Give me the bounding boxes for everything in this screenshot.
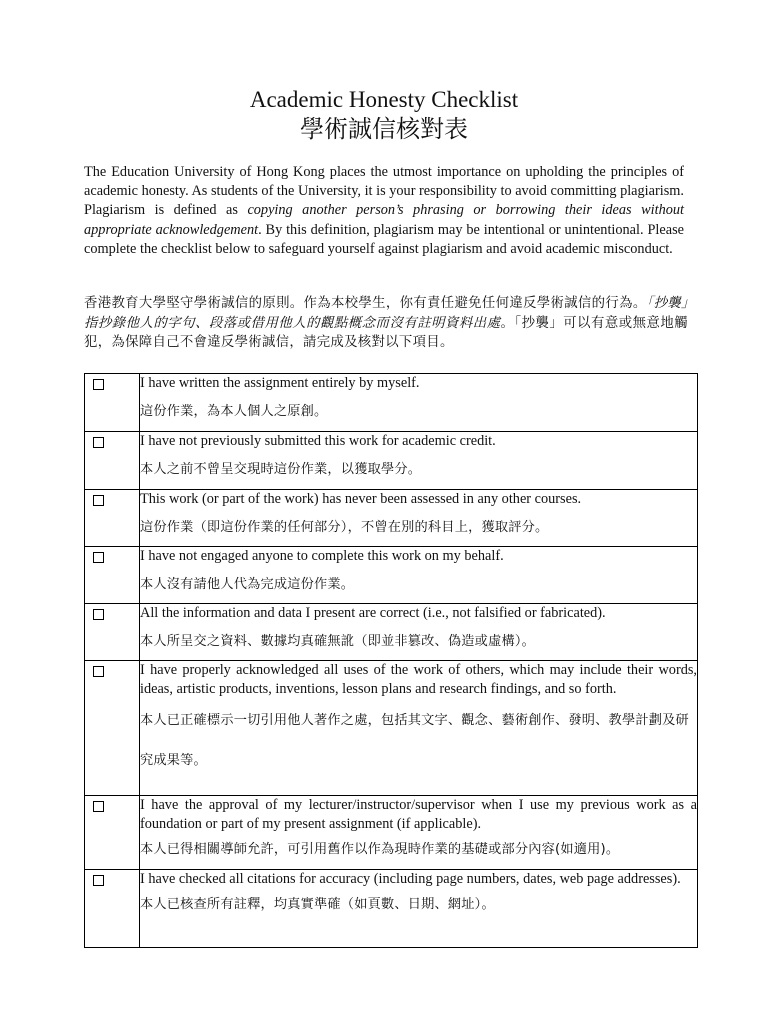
checkbox-acknowledged-others[interactable] — [93, 666, 104, 677]
checkbox-no-one-engaged[interactable] — [93, 552, 104, 563]
plagiarism-definition-en: copying another person’s phrasing or borrowing their ideas without appropriate acknowledgement — [84, 202, 684, 238]
checkbox-written-myself[interactable] — [93, 379, 104, 390]
checklist-row — [85, 870, 698, 948]
page-title-english: Academic Honesty Checklist — [249, 87, 519, 112]
checkbox-not-assessed-elsewhere[interactable] — [93, 495, 104, 506]
intro-paragraph-english — [84, 163, 684, 259]
intro-text-en-2: . By this definition, plagiarism may be intentional or unintentional. Please complete the checklist below to safeguard yourself against plagiarism and avoid academic misconduct. — [84, 221, 684, 257]
checklist-item-en: I have written the assignment entirely by myself. — [140, 375, 420, 391]
checklist-table — [84, 373, 698, 948]
checklist-row — [85, 604, 698, 661]
checklist-item-zh: 本人已核查所有註釋，均真實準確（如頁數、日期、網址）。 — [140, 896, 495, 912]
checklist-item-zh: 本人沒有請他人代為完成這份作業。 — [140, 576, 355, 592]
intro-paragraph-chinese — [84, 294, 688, 353]
intro-text-en-1: The Education University of Hong Kong places the utmost importance on upholding the principles of academic honesty. As students of the University, it is your responsibility to avoid committing plagiarism. Plagiarism is defined as — [84, 164, 684, 219]
checklist-item-en: I have properly acknowledged all uses of the work of others, which may include their words, ideas, artistic products, inventions, lesson plans and research findings, and so forth. — [140, 662, 697, 697]
checklist-item-zh: 本人已正確標示一切引用他人著作之處，包括其文字、觀念、藝術創作、發明、教學計劃及研究成果等。 — [140, 712, 689, 768]
checklist-row — [85, 432, 698, 490]
checkbox-citations-checked[interactable] — [93, 875, 104, 886]
checklist-item-zh: 這份作業，為本人個人之原創。 — [140, 403, 328, 419]
checklist-row — [85, 374, 698, 432]
intro-text-zh-2: 。「抄襲」可以有意或無意地觸犯，為保障自己不會違反學術誠信，請完成及核對以下項目。 — [84, 315, 688, 350]
checklist-item-en: I have checked all citations for accuracy (including page numbers, dates, web page addresses). — [140, 871, 681, 887]
checklist-item-zh: 本人所呈交之資料、數據均真確無訛（即並非篡改、偽造或虛構）。 — [140, 633, 536, 649]
checklist-row — [85, 661, 698, 796]
checklist-row — [85, 547, 698, 604]
checklist-item-en: I have not previously submitted this work for academic credit. — [140, 433, 496, 449]
checklist-item-en: All the information and data I present are correct (i.e., not falsified or fabricated). — [140, 605, 606, 621]
checklist-item-zh: 本人已得相關導師允許，可引用舊作以作為現時作業的基礎或部分內容(如適用)。 — [140, 841, 620, 857]
plagiarism-definition-zh: 「抄襲」指抄錄他人的字句、段落或借用他人的觀點概念而沒有註明資料出處 — [84, 296, 688, 331]
intro-text-zh-1: 香港教育大學堅守學術誠信的原則。作為本校學生，你有責任避免任何違反學術誠信的行為。 — [84, 296, 647, 311]
checklist-row — [85, 796, 698, 870]
checkbox-not-previously-submitted[interactable] — [93, 437, 104, 448]
checklist-item-en: I have the approval of my lecturer/instructor/supervisor when I use my previous work as a foundation or part of my present assignment (if applicable). — [140, 797, 697, 832]
checklist-row — [85, 490, 698, 547]
checklist-item-zh: 本人之前不曾呈交現時這份作業，以獲取學分。 — [140, 461, 422, 477]
checkbox-approval-previous-work[interactable] — [93, 801, 104, 812]
checkbox-data-correct[interactable] — [93, 609, 104, 620]
checklist-item-en: This work (or part of the work) has never been assessed in any other courses. — [140, 491, 582, 507]
page-title-chinese: 學術誠信核對表 — [300, 115, 468, 143]
checklist-item-zh: 這份作業（即這份作業的任何部分），不曾在別的科目上，獲取評分。 — [140, 519, 549, 535]
checklist-item-en: I have not engaged anyone to complete this work on my behalf. — [140, 548, 504, 564]
